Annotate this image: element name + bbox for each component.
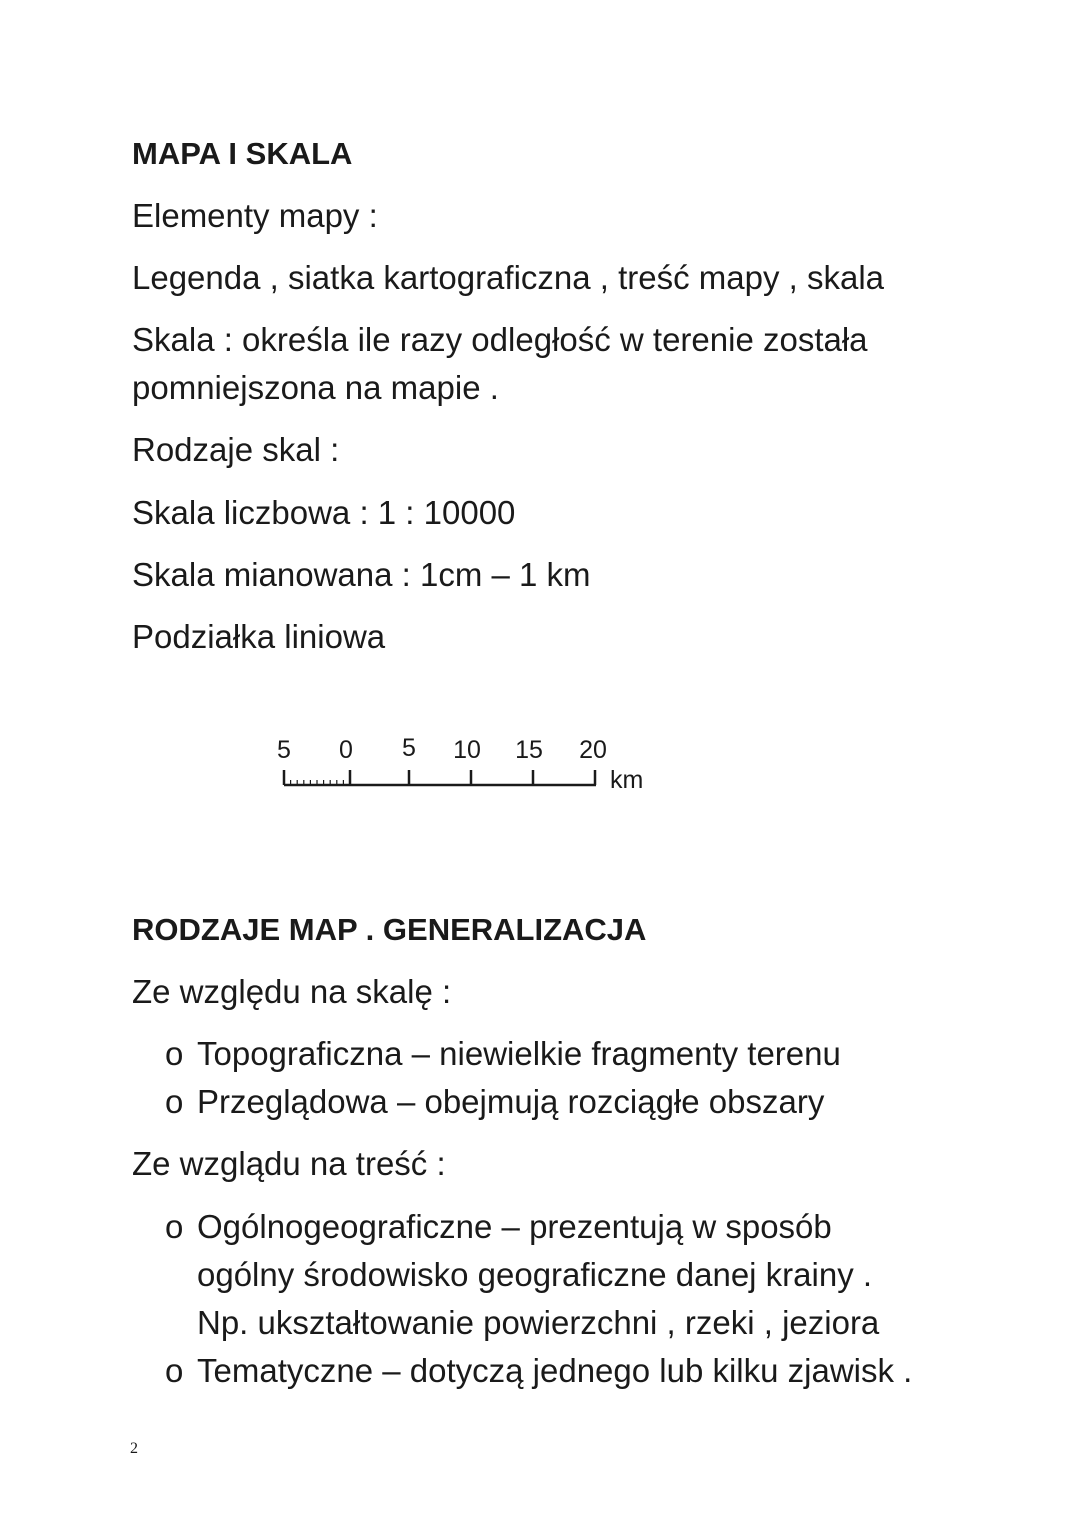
list-item (165, 1030, 841, 1078)
scale-definition-line-2: pomniejszona na mapie . (132, 369, 499, 406)
list-item-text: Ogólnogeograficzne – prezentują w sposób (197, 1208, 832, 1245)
by-scale-label: Ze względu na skalę : (132, 973, 452, 1010)
section-title-map-types: RODZAJE MAP . GENERALIZACJA (132, 912, 647, 947)
bullet-marker: o (165, 1035, 184, 1072)
scale-definition-line-1: Skala : określa ile razy odległość w terenie została (132, 321, 868, 358)
scale-tick-label: 5 (402, 734, 416, 762)
linear-scale-bar (262, 728, 662, 798)
list-item-continuation: Np. ukształtowanie powierzchni , rzeki , jeziora (197, 1304, 880, 1341)
scale-types-label: Rodzaje skal : (132, 431, 340, 468)
list-item (165, 1078, 824, 1126)
scale-tick-label: 5 (277, 736, 291, 764)
scale-unit-label: km (610, 766, 644, 794)
list-item (165, 1347, 912, 1395)
map-elements-list: Legenda , siatka kartograficzna , treść mapy , skala (132, 259, 885, 296)
named-scale: Skala mianowana : 1cm – 1 km (132, 556, 591, 593)
bullet-marker: o (165, 1083, 184, 1120)
bullet-marker: o (165, 1352, 184, 1389)
scale-tick-label: 0 (339, 736, 353, 764)
list-item (165, 1203, 832, 1251)
list-item-text: Topograficzna – niewielkie fragmenty terenu (197, 1035, 841, 1072)
by-content-label: Ze wzglądu na treść : (132, 1145, 446, 1182)
numeric-scale: Skala liczbowa : 1 : 10000 (132, 494, 516, 531)
list-item-text: Przeglądowa – obejmują rozciągłe obszary (197, 1083, 825, 1120)
page-number: 2 (130, 1440, 138, 1457)
scale-tick-label: 15 (515, 736, 543, 764)
bullet-marker: o (165, 1208, 184, 1245)
section-title-map-and-scale: MAPA I SKALA (132, 136, 353, 171)
map-elements-label: Elementy mapy : (132, 197, 378, 234)
list-item-continuation: ogólny środowisko geograficzne danej krainy . (197, 1256, 873, 1293)
linear-scale-label: Podziałka liniowa (132, 618, 386, 655)
scale-tick-label: 10 (453, 736, 481, 764)
list-item-text: Tematyczne – dotyczą jednego lub kilku zjawisk . (197, 1352, 913, 1389)
scale-tick-label: 20 (579, 736, 607, 764)
